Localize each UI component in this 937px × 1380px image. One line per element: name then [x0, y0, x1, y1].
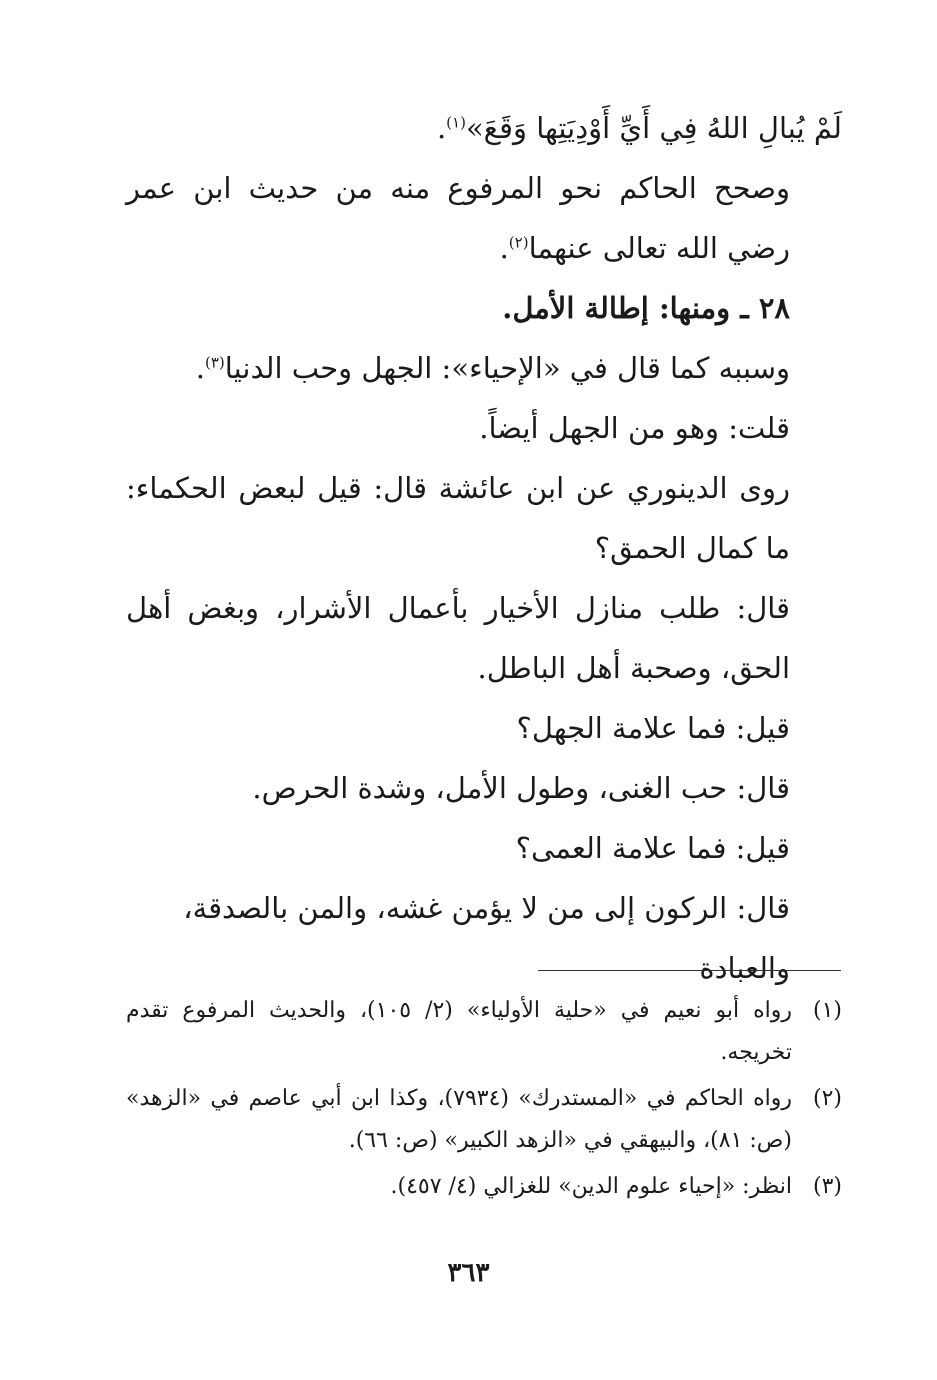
main-text [126, 98, 842, 998]
footnote-3 [126, 1166, 842, 1208]
hadith-text: لَمْ يُبالِ اللهُ فِي أَيِّ أَوْدِيَتِها وَقَعَ» [465, 111, 842, 145]
hadith-line [126, 98, 842, 158]
footnote-ref-1: (١) [446, 113, 466, 132]
hadith-end: . [436, 111, 447, 145]
paragraph-hakim-text: وصحح الحاكم نحو المرفوع منه من حديث ابن عمر رضي الله تعالى عنهما [126, 171, 790, 265]
paragraph-qultu: قلت: وهو من الجهل أيضاً. [479, 411, 790, 445]
paragraph-hakim-end: . [499, 231, 509, 265]
footnote-1 [126, 990, 842, 1074]
footnote-number: (٢) [812, 1086, 842, 1111]
paragraph-question-2: قيل: فما علامة الجهل؟ [516, 711, 790, 745]
paragraph-answer-2: قال: حب الغنى، وطول الأمل، وشدة الحرص. [252, 771, 790, 805]
footnote-text: انظر: «إحياء علوم الدين» للغزالي (٤/ ٤٥٧). [390, 1174, 792, 1199]
footnote-number: (٣) [812, 1174, 842, 1199]
paragraph-cause-text: وسببه كما قال في «الإحياء»: الجهل وحب الدنيا [224, 351, 790, 385]
footnote-ref-3: (٣) [205, 353, 225, 372]
footnote-separator [538, 970, 841, 971]
footnote-2 [126, 1078, 842, 1162]
paragraph-hakim [126, 158, 842, 278]
paragraph-answer-3: قال: الركون إلى من لا يؤمن غشه، والمن بالصدقة، والعبادة [183, 891, 790, 985]
page-number: ٣٦٣ [447, 1258, 490, 1288]
paragraph-cause [126, 338, 842, 398]
footnote-number: (١) [812, 998, 842, 1023]
paragraph-question-3: قيل: فما علامة العمى؟ [515, 831, 790, 865]
footnote-ref-2: (٢) [508, 233, 529, 252]
footnotes [126, 990, 842, 1212]
paragraph-cause-end: . [195, 351, 205, 385]
paragraph-answer-1: قال: طلب منازل الأخيار بأعمال الأشرار، وبغض أهل الحق، وصحبة أهل الباطل. [126, 591, 790, 685]
section-heading: ٢٨ ـ ومنها: إطالة الأمل. [502, 291, 790, 325]
footnote-text: رواه الحاكم في «المستدرك» (٧٩٣٤)، وكذا ابن أبي عاصم في «الزهد» (ص: ٨١)، والبيهقي في «الزهد الكبير» (ص: ٦٦). [126, 1086, 792, 1153]
footnote-text: رواه أبو نعيم في «حلية الأولياء» (٢/ ١٠٥)، والحديث المرفوع تقدم تخريجه. [126, 998, 792, 1065]
paragraph-dinawari: روى الدينوري عن ابن عائشة قال: قيل لبعض الحكماء: ما كمال الحمق؟ [126, 471, 790, 565]
